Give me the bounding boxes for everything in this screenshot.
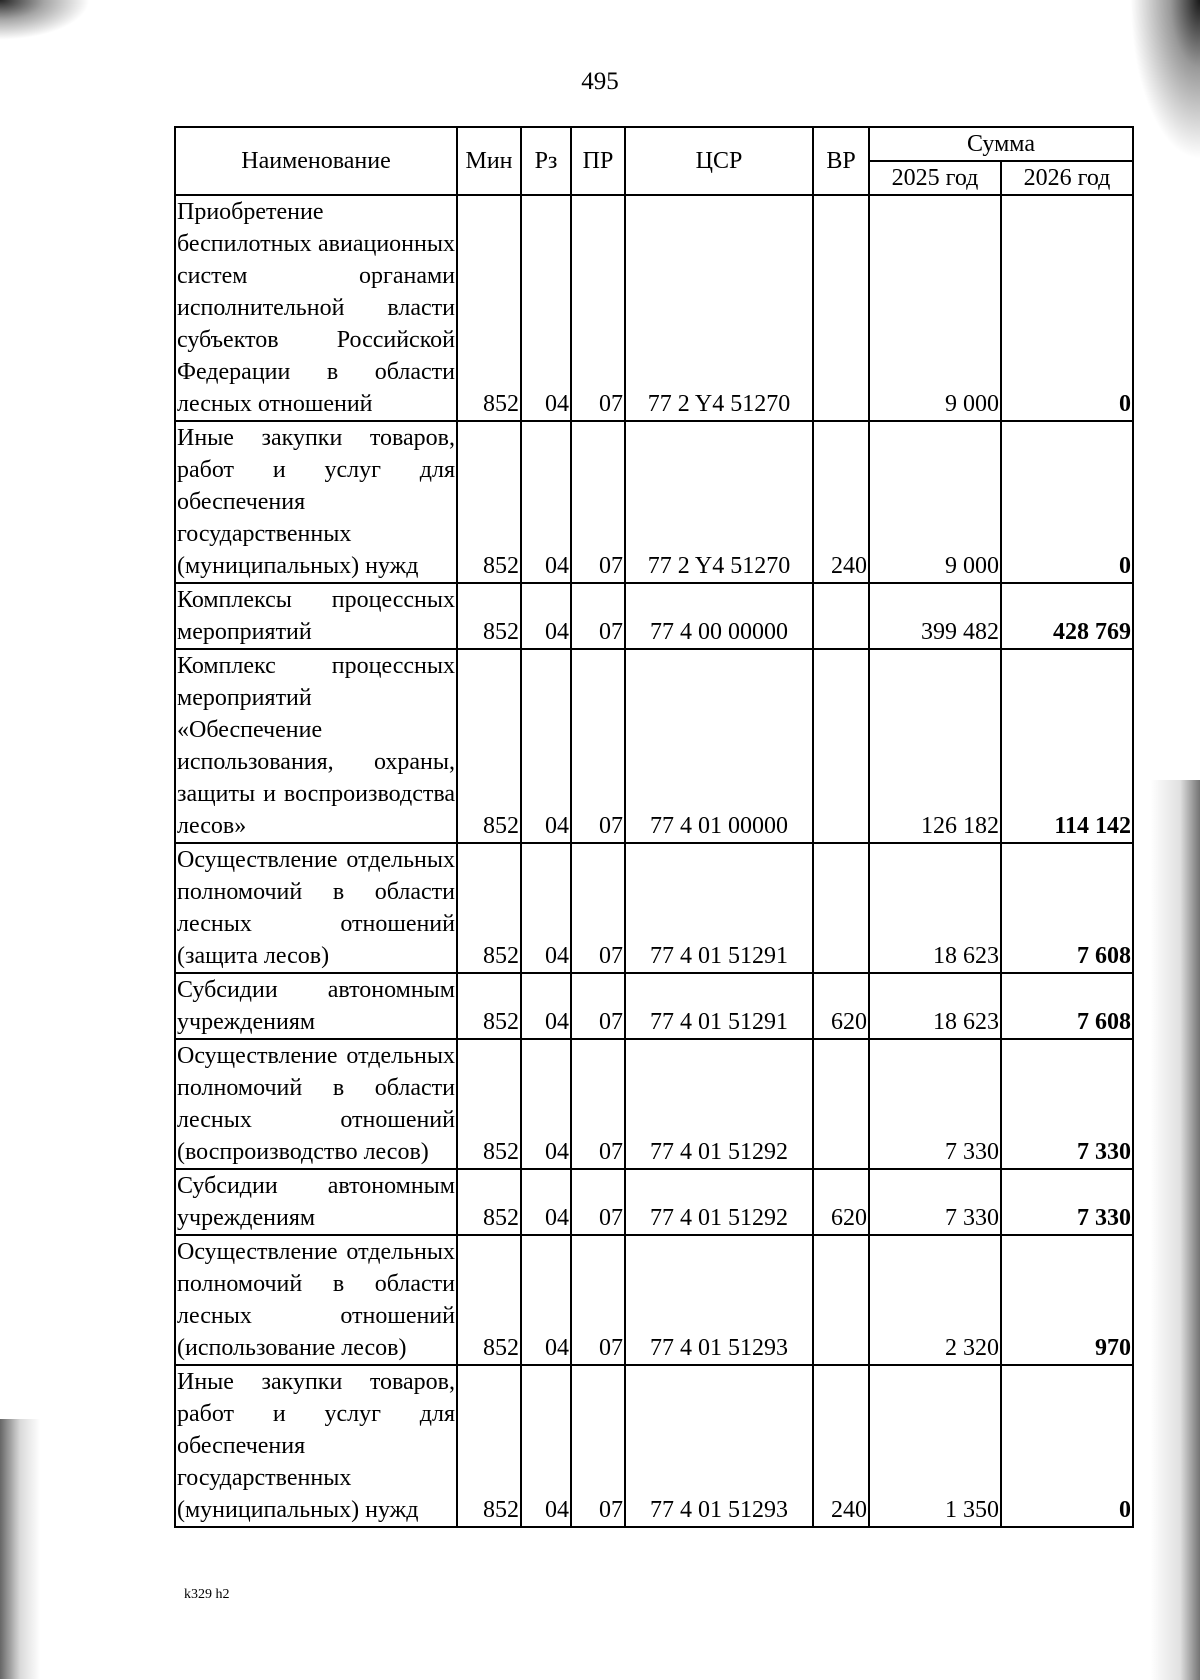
row-amount-2025: 9 000: [869, 195, 1001, 421]
row-pr: 07: [571, 1365, 625, 1527]
header-2026: 2026 год: [1001, 161, 1133, 195]
budget-table: [174, 126, 1134, 1528]
row-rz: 04: [521, 1365, 571, 1527]
row-vr: 240: [813, 421, 869, 583]
row-csr: 77 4 01 51292: [625, 1169, 813, 1235]
table-body: [175, 195, 1133, 1527]
header-name: Наименование: [175, 127, 457, 195]
row-vr: 620: [813, 973, 869, 1039]
row-min: 852: [457, 1365, 521, 1527]
row-min: 852: [457, 421, 521, 583]
row-name: Субсидии автономным учреждениям: [175, 1169, 457, 1235]
row-amount-2025: 1 350: [869, 1365, 1001, 1527]
row-amount-2026: 0: [1001, 195, 1133, 421]
row-rz: 04: [521, 843, 571, 973]
row-amount-2026: 0: [1001, 1365, 1133, 1527]
row-rz: 04: [521, 1039, 571, 1169]
row-amount-2025: 18 623: [869, 843, 1001, 973]
row-pr: 07: [571, 649, 625, 843]
row-vr: 240: [813, 1365, 869, 1527]
row-csr: 77 4 01 00000: [625, 649, 813, 843]
row-amount-2025: 7 330: [869, 1039, 1001, 1169]
row-amount-2025: 9 000: [869, 421, 1001, 583]
row-vr: [813, 1235, 869, 1365]
row-min: 852: [457, 195, 521, 421]
row-csr: 77 4 01 51291: [625, 843, 813, 973]
row-vr: [813, 843, 869, 973]
row-vr: [813, 583, 869, 649]
row-pr: 07: [571, 843, 625, 973]
row-csr: 77 4 01 51292: [625, 1039, 813, 1169]
header-2025: 2025 год: [869, 161, 1001, 195]
table-header: [175, 127, 1133, 195]
header-vr: ВР: [813, 127, 869, 195]
row-rz: 04: [521, 1169, 571, 1235]
row-min: 852: [457, 1235, 521, 1365]
row-csr: 77 4 01 51291: [625, 973, 813, 1039]
row-amount-2026: 114 142: [1001, 649, 1133, 843]
row-pr: 07: [571, 583, 625, 649]
row-amount-2026: 7 608: [1001, 843, 1133, 973]
row-amount-2025: 7 330: [869, 1169, 1001, 1235]
row-name: Осуществление отдельных полномочий в области лесных отношений (использование лесов): [175, 1235, 457, 1365]
row-pr: 07: [571, 421, 625, 583]
scan-shadow-top-left: [0, 0, 90, 40]
row-amount-2026: 970: [1001, 1235, 1133, 1365]
header-sum: Сумма: [869, 127, 1133, 161]
row-csr: 77 4 01 51293: [625, 1235, 813, 1365]
row-pr: 07: [571, 1039, 625, 1169]
row-pr: 07: [571, 1235, 625, 1365]
table-row: [175, 421, 1133, 583]
row-min: 852: [457, 583, 521, 649]
page-number: 495: [581, 68, 619, 95]
row-name: Комплексы процессных мероприятий: [175, 583, 457, 649]
row-csr: 77 2 Y4 51270: [625, 195, 813, 421]
row-min: 852: [457, 1169, 521, 1235]
row-min: 852: [457, 1039, 521, 1169]
row-amount-2025: 399 482: [869, 583, 1001, 649]
row-rz: 04: [521, 1235, 571, 1365]
row-amount-2025: 126 182: [869, 649, 1001, 843]
row-csr: 77 2 Y4 51270: [625, 421, 813, 583]
header-min: Мин: [457, 127, 521, 195]
header-rz: Рз: [521, 127, 571, 195]
row-rz: 04: [521, 649, 571, 843]
row-min: 852: [457, 973, 521, 1039]
table-row: [175, 195, 1133, 421]
table-row: [175, 1169, 1133, 1235]
row-name: Приобретение беспилотных авиационных систем органами исполнительной власти субъектов Российской Федерации в области лесных отношений: [175, 195, 457, 421]
row-pr: 07: [571, 195, 625, 421]
row-name: Осуществление отдельных полномочий в области лесных отношений (воспроизводство лесов): [175, 1039, 457, 1169]
row-name: Комплекс процессных мероприятий «Обеспечение использования, охраны, защиты и воспроизводства лесов»: [175, 649, 457, 843]
row-vr: [813, 649, 869, 843]
header-csr: ЦСР: [625, 127, 813, 195]
row-amount-2026: 7 608: [1001, 973, 1133, 1039]
table-row: [175, 843, 1133, 973]
table-row: [175, 1039, 1133, 1169]
row-rz: 04: [521, 973, 571, 1039]
row-min: 852: [457, 843, 521, 973]
document-code: k329 h2: [184, 1587, 230, 1602]
row-csr: 77 4 00 00000: [625, 583, 813, 649]
scan-shadow-bottom-left: [0, 1419, 40, 1679]
header-pr: ПР: [571, 127, 625, 195]
row-name: Иные закупки товаров, работ и услуг для обеспечения государственных (муниципальных) нужд: [175, 1365, 457, 1527]
row-amount-2026: 0: [1001, 421, 1133, 583]
row-rz: 04: [521, 583, 571, 649]
row-amount-2025: 18 623: [869, 973, 1001, 1039]
table-row: [175, 973, 1133, 1039]
row-amount-2026: 428 769: [1001, 583, 1133, 649]
row-name: Осуществление отдельных полномочий в области лесных отношений (защита лесов): [175, 843, 457, 973]
row-vr: [813, 1039, 869, 1169]
table-row: [175, 1365, 1133, 1527]
row-vr: [813, 195, 869, 421]
row-csr: 77 4 01 51293: [625, 1365, 813, 1527]
table-row: [175, 583, 1133, 649]
row-rz: 04: [521, 195, 571, 421]
table-row: [175, 649, 1133, 843]
row-rz: 04: [521, 421, 571, 583]
row-name: Субсидии автономным учреждениям: [175, 973, 457, 1039]
row-amount-2025: 2 320: [869, 1235, 1001, 1365]
row-pr: 07: [571, 1169, 625, 1235]
scan-shadow-right: [1150, 780, 1200, 1680]
row-amount-2026: 7 330: [1001, 1169, 1133, 1235]
row-vr: 620: [813, 1169, 869, 1235]
row-min: 852: [457, 649, 521, 843]
row-name: Иные закупки товаров, работ и услуг для обеспечения государственных (муниципальных) нужд: [175, 421, 457, 583]
row-amount-2026: 7 330: [1001, 1039, 1133, 1169]
table-row: [175, 1235, 1133, 1365]
row-pr: 07: [571, 973, 625, 1039]
